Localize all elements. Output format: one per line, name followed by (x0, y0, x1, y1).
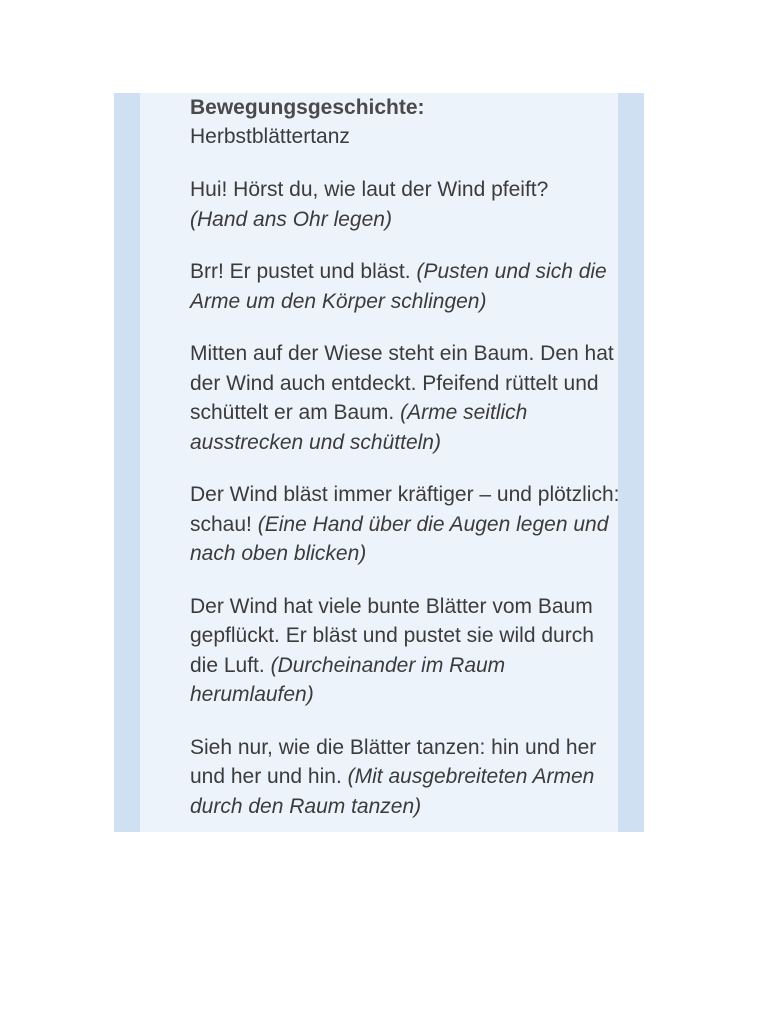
story-text: Der Wind hat viele bunte Blätter vom Baum gepflückt. Er bläst und pustet sie wild durch die Luft. (190, 594, 594, 677)
story-text: Der Wind bläst immer kräftiger – und plötzlich: schau! (190, 483, 620, 536)
story-content (190, 93, 620, 821)
story-paragraph (190, 257, 620, 316)
story-heading: Bewegungsgeschichte: (190, 96, 425, 119)
story-subtitle: Herbstblättertanz (190, 125, 350, 148)
story-text: Mitten auf der Wiese steht ein Baum. Den hat der Wind auch entdeckt. Pfeifend rüttelt und schüttelt er am Baum. (190, 342, 614, 424)
movement-instruction: (Eine Hand über die Augen legen und nach oben blicken) (190, 512, 609, 565)
story-card (114, 93, 644, 832)
story-paragraph (190, 733, 620, 822)
story-panel (140, 93, 618, 832)
story-text: Hui! Hörst du, wie laut der Wind pfeift? (190, 178, 549, 201)
movement-instruction: (Pusten und sich die Arme um den Körper schlingen) (190, 260, 607, 313)
movement-instruction: (Arme seitlich ausstrecken und schütteln) (190, 401, 528, 454)
movement-instruction: (Durcheinander im Raum herumlaufen) (190, 653, 506, 706)
movement-instruction: (Mit ausgebreiteten Armen durch den Raum tanzen) (190, 765, 595, 818)
story-paragraph (190, 339, 620, 457)
story-paragraph (190, 480, 620, 569)
movement-instruction: (Hand ans Ohr legen) (190, 207, 392, 231)
story-text: Sieh nur, wie die Blätter tanzen: hin und her und her und hin. (190, 735, 597, 788)
story-paragraph (190, 175, 620, 234)
story-text: Brr! Er pustet und bläst. (190, 260, 411, 283)
story-paragraph (190, 592, 620, 710)
